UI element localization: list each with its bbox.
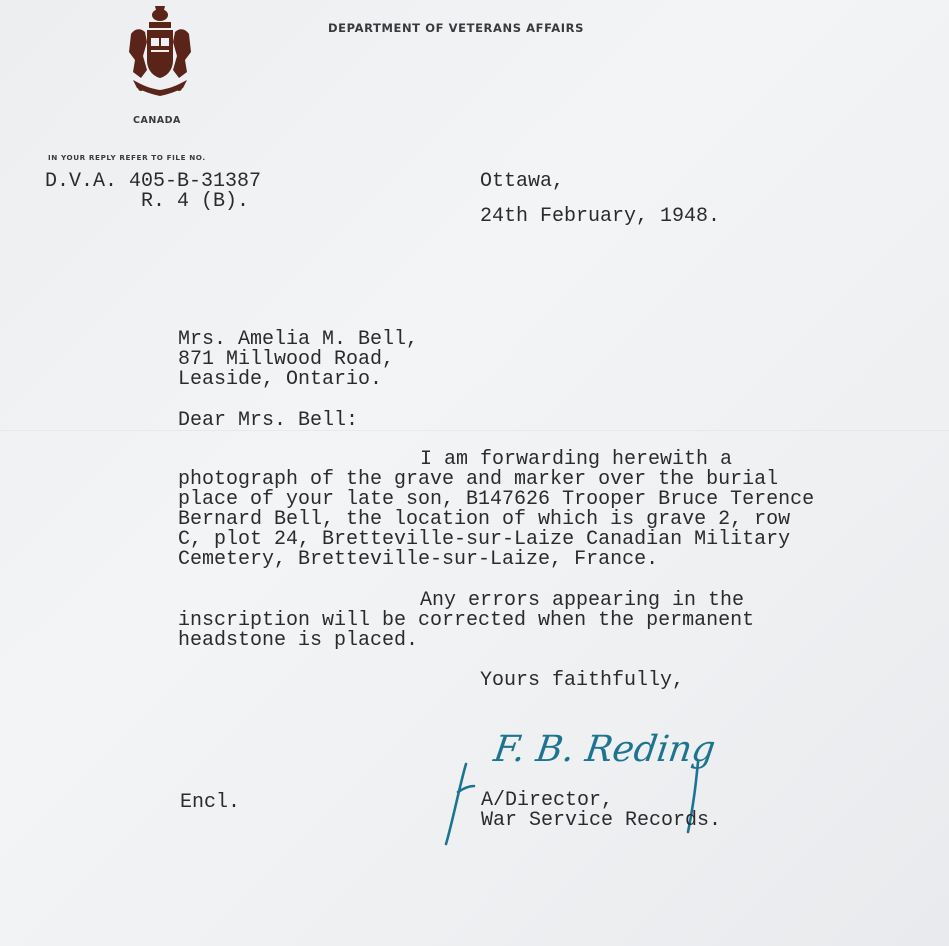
signatory-office: War Service Records. <box>481 809 722 832</box>
place: Ottawa, <box>480 170 565 193</box>
body-line: Bernard Bell, the location of which is grave 2, row <box>178 508 791 531</box>
body-line: inscription will be corrected when the permanent <box>178 609 755 632</box>
body-line: Any errors appearing in the <box>420 589 745 612</box>
recipient-city: Leaside, Ontario. <box>178 368 383 391</box>
canada-coat-of-arms-icon <box>121 4 199 98</box>
recipient-name: Mrs. Amelia M. Bell, <box>178 328 419 351</box>
department-heading: DEPARTMENT OF VETERANS AFFAIRS <box>328 21 584 35</box>
file-ref-label: IN YOUR REPLY REFER TO FILE NO. <box>48 153 206 162</box>
body-line: headstone is placed. <box>178 629 419 652</box>
handwritten-signature: F. B. Reding <box>491 729 718 770</box>
body-line: Cemetery, Bretteville-sur-Laize, France. <box>178 548 659 571</box>
file-ref-line1: D.V.A. 405-B-31387 <box>45 170 262 193</box>
file-ref-line2: R. 4 (B). <box>141 190 250 213</box>
date: 24th February, 1948. <box>480 205 721 228</box>
paper-fold <box>0 430 949 431</box>
body-line: place of your late son, B147626 Trooper Bruce Terence <box>178 488 815 511</box>
enclosure-note: Encl. <box>180 791 241 814</box>
closing: Yours faithfully, <box>480 669 685 692</box>
salutation: Dear Mrs. Bell: <box>178 409 359 432</box>
body-line: I am forwarding herewith a <box>420 448 733 471</box>
body-line: C, plot 24, Bretteville-sur-Laize Canadian Military <box>178 528 791 551</box>
recipient-street: 871 Millwood Road, <box>178 348 395 371</box>
signatory-title: A/Director, <box>481 789 614 812</box>
body-line: photograph of the grave and marker over the burial <box>178 468 779 491</box>
country-label: CANADA <box>133 115 181 126</box>
